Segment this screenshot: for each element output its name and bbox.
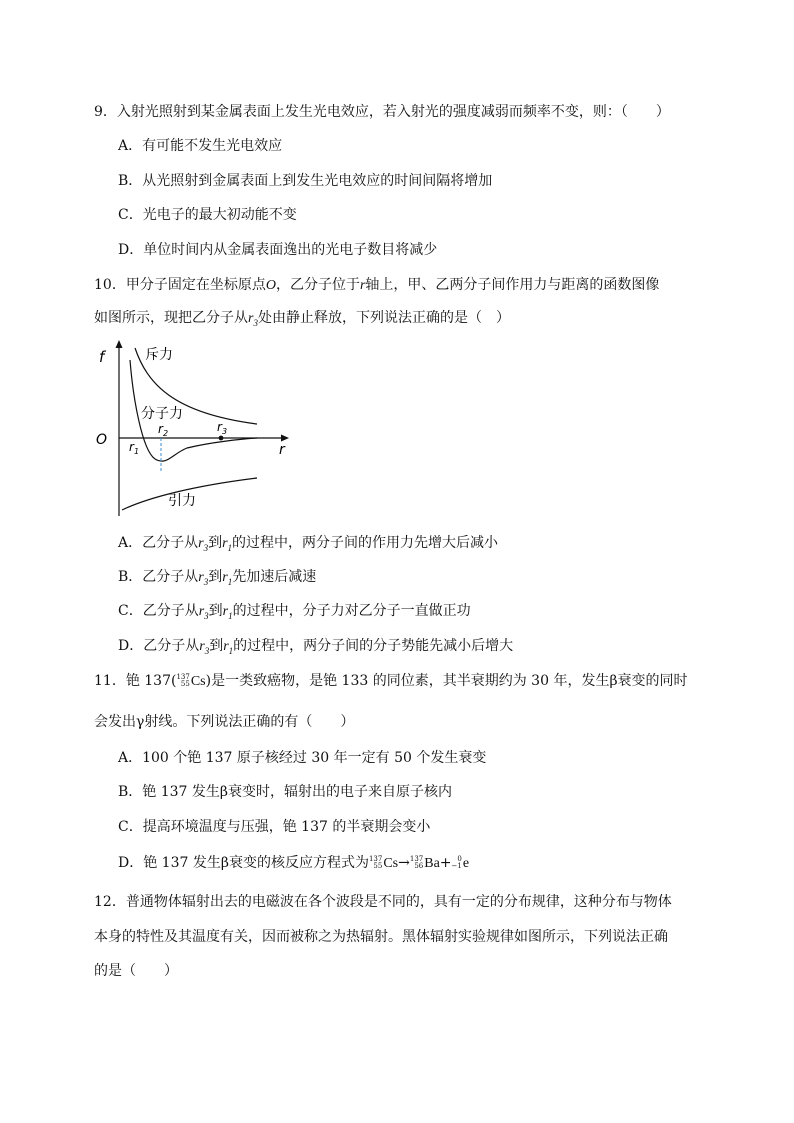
- q11-stem-line1: 11．铯 137( 137 55 Cs)是一类致癌物，是铯 133 的同位素，其半衰期约为 30 年，发生β衰变的同时: [94, 673, 688, 689]
- r3-point: [219, 436, 224, 441]
- q9-option-b[interactable]: B．从光照射到金属表面上到发生光电效应的时间间隔将增加: [118, 173, 493, 189]
- y-axis-arrow: [116, 340, 123, 348]
- q11-stem-line2: 会发出γ射线。下列说法正确的有（ ）: [94, 714, 355, 730]
- q10-option-b[interactable]: B．乙分子从$r_3$到$r_1$先加速后减速: [118, 569, 317, 587]
- r2-label: $r_2$: [158, 422, 169, 438]
- q11-cs-nuclide-numbers: 137 55: [176, 673, 190, 688]
- r-axis-label: r: [279, 442, 285, 458]
- q10-r3: $r_3$: [248, 311, 258, 328]
- q12-stem-line1: 12．普通物体辐射出去的电磁波在各个波段是不同的，具有一定的分布规律，这种分布与物体: [94, 894, 672, 910]
- attraction-label: 引力: [168, 493, 196, 509]
- q10-origin-o: O: [265, 278, 276, 293]
- r-axis-arrow: [281, 435, 289, 442]
- q10-stem2-a: 如图所示，现把乙分子从: [94, 310, 248, 326]
- repulsion-label: 斥力: [145, 347, 173, 363]
- q10-option-c[interactable]: C．乙分子从$r_3$到$r_1$的过程中，分子力对乙分子一直做正功: [118, 603, 471, 621]
- q10-r-axis: r: [359, 278, 366, 293]
- q11-option-d[interactable]: D．铯 137 发生β衰变的核反应方程式为 137 55 Cs→ 137 56 Ba+ 0 −1 e: [118, 855, 470, 871]
- q10-stem-b: ，乙分子位于: [275, 277, 360, 293]
- q9-stem: 9．入射光照射到某金属表面上发生光电效应，若入射光的强度减弱而频率不变，则：（ ）: [94, 104, 670, 120]
- q9-option-a[interactable]: A．有可能不发生光电效应: [118, 138, 283, 154]
- o-label: O: [96, 432, 108, 448]
- q10-stem-line2: [94, 308, 510, 333]
- q11-option-a[interactable]: A．100 个铯 137 原子核经过 30 年一定有 50 个发生衰变: [118, 750, 487, 766]
- r1-label: $r_1$: [129, 440, 140, 456]
- q11-option-c[interactable]: C．提高环境温度与压强，铯 137 的半衰期会变小: [118, 819, 431, 835]
- q11-option-b[interactable]: B．铯 137 发生β衰变时，辐射出的电子来自原子核内: [118, 784, 453, 800]
- q11-paren-close: ): [205, 673, 212, 689]
- q9-option-c[interactable]: C．光电子的最大初动能不变: [118, 207, 297, 223]
- q10-stem2-b: 处由静止释放，下列说法正确的是（ ）: [257, 310, 510, 326]
- q10-stem-c: 轴上，甲、乙两分子间作用力与距离的函数图像: [365, 277, 660, 293]
- molecular-force-graph: [92, 338, 298, 520]
- q10-option-a[interactable]: A．乙分子从$r_3$到$r_1$的过程中，两分子间的作用力先增大后减小: [118, 535, 499, 553]
- q11-paren-open: (: [171, 673, 177, 689]
- f-label: f: [99, 348, 105, 366]
- q12-stem-line2: 本身的特性及其温度有关，因而被称之为热辐射。黑体辐射实验规律如图所示，下列说法正确: [94, 929, 668, 945]
- q10-stem-line1: [94, 275, 659, 296]
- q10-option-d[interactable]: D．乙分子从$r_3$到$r_1$的过程中，两分子间的分子势能先减小后增大: [118, 638, 514, 656]
- molecular-force-label: 分子力: [141, 406, 183, 422]
- q9-option-d[interactable]: D．单位时间内从金属表面逸出的光电子数目将减少: [118, 242, 438, 258]
- r3-label: $r_3$: [217, 420, 228, 436]
- q10-stem-a: 10．甲分子固定在坐标原点: [94, 277, 266, 293]
- q12-stem-line3: 的是（ ）: [94, 963, 178, 979]
